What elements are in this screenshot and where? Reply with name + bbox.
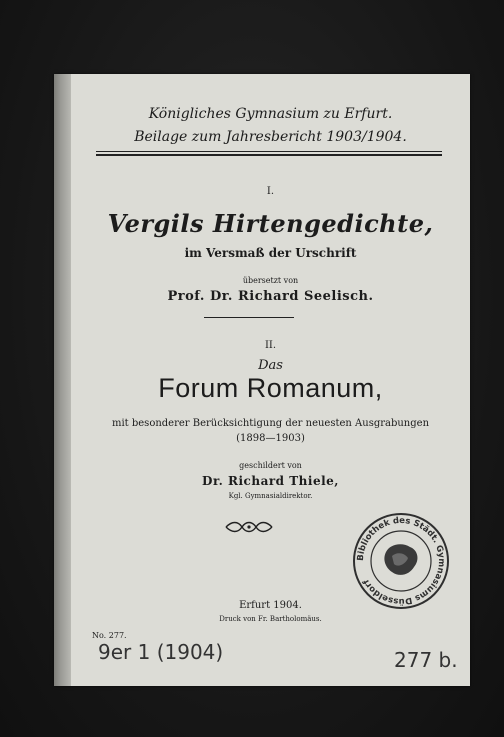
handwritten-shelfmark-right: 277 b. <box>394 648 458 672</box>
institution-line: Königliches Gymnasium zu Erfurt. <box>148 106 393 122</box>
part-two-article: Das <box>258 358 283 373</box>
part-two-numeral: II. <box>264 340 277 351</box>
author-name: Dr. Richard Thiele, <box>202 474 339 488</box>
header-rule-bottom <box>96 154 442 156</box>
part-two-title: Forum Romanum, <box>158 373 383 403</box>
header-rule-top <box>96 151 442 152</box>
translated-by-label: übersetzt von <box>242 276 299 285</box>
author-role: Kgl. Gymnasialdirektor. <box>228 492 313 500</box>
described-by-label: geschildert von <box>239 461 302 470</box>
part-one-subtitle: im Versmaß der Urschrift <box>184 246 357 260</box>
part-two-years: (1898—1903) <box>236 433 305 444</box>
part-one-title: Vergils Hirtengedichte, <box>107 209 434 238</box>
imprint-printer: Druck von Fr. Bartholomäus. <box>219 615 322 623</box>
stamp-text: Bibliothek des Städt. Gymnasiums Düsseldorf <box>355 515 447 607</box>
imprint-place-year: Erfurt 1904. <box>239 600 302 611</box>
title-page <box>54 74 470 686</box>
part-one-numeral: I. <box>266 186 275 197</box>
library-stamp <box>352 512 450 610</box>
handwritten-shelfmark-left: 9er 1 (1904) <box>98 640 224 664</box>
section-divider <box>204 317 294 318</box>
binding-spine <box>54 74 71 686</box>
supplement-line: Beilage zum Jahresbericht 1903/1904. <box>134 129 407 145</box>
catalog-number: No. 277. <box>92 631 127 640</box>
part-two-subtitle: mit besonderer Berücksichtigung der neuesten Ausgrabungen <box>111 418 430 429</box>
translator-name: Prof. Dr. Richard Seelisch. <box>167 289 374 304</box>
ornament-icon <box>224 520 274 534</box>
